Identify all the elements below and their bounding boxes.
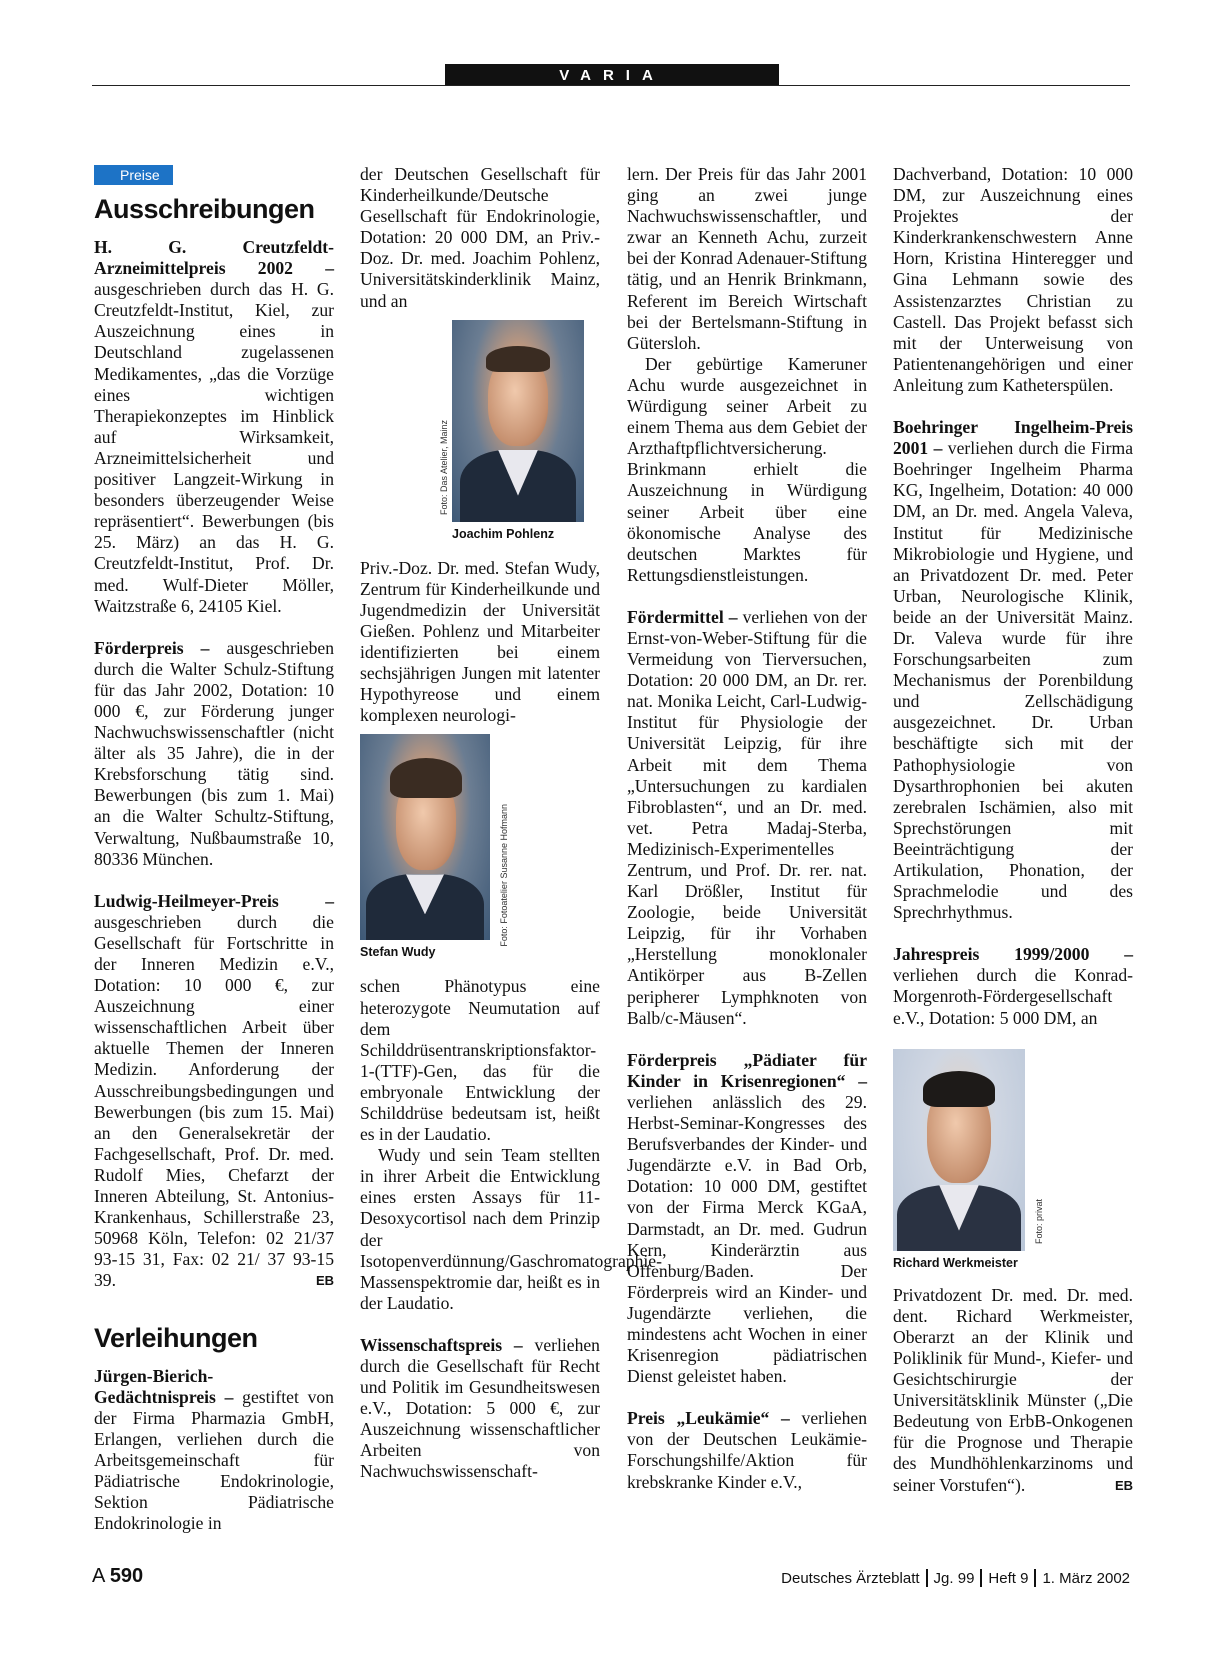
separator	[980, 1569, 982, 1587]
paragraph: Dachverband, Dotation: 10 000 DM, zur Auszeichnung eines Projektes der Kinderkrankenschwestern Anne Horn, Kristina Hinteregger und Gina Lehmann sowie des Assistenzarztes Christian zu Castell. Das Projekt befasst sich mit der Unterweisung von Patientenangehörigen und einer Anleitung zum Katheterspülen.	[893, 164, 1133, 395]
column-4	[893, 164, 1133, 1496]
photo-block-pohlenz	[439, 320, 584, 542]
category-tag: Preise	[94, 165, 173, 185]
paragraph: Fördermittel – verliehen von der Ernst-von-Weber-Stiftung für die Vermeidung von Tierversuchen, Dotation: 20 000 DM, an Dr. rer. nat. Monika Leicht, Carl-Ludwig-Institut für Physiologie der Universität Leipzig, für ihre Arbeit mit dem Thema „Untersuchungen zu kardialen Fibroblasten“, und an Dr. med. vet. Petra Madaj-Sterba, Medizinisch-Experimentelles Zentrum, und Prof. Dr. rer. nat. Karl Drößler, Institut für Zoologie, beide Universität Leipzig, für ihr Vorhaben „Herstellung monoklonaler Antikörper aus B-Zellen peripherer Lymphknoten von Balb/c-Mäusen“.	[627, 606, 867, 1028]
photo-block-werkmeister	[893, 1049, 1044, 1271]
portrait-photo	[452, 320, 584, 522]
paragraph: lern. Der Preis für das Jahr 2001 ging an zwei junge Nachwuchswissenschaftler, und zwar an Kenneth Achu, zurzeit bei der Konrad Adenauer-Stiftung tätig, und an Henrik Brinkmann, Referent im Bereich Wirtschaft bei der Bertelsmann-Stiftung in Gütersloh.	[627, 164, 867, 353]
journal-name: Deutsches Ärzteblatt	[781, 1569, 920, 1587]
paragraph: schen Phänotypus eine heterozygote Neumutation auf dem Schilddrüsentranskriptionsfaktor-1-(TTF)-Gen, das für die embryonale Entwicklung der Schilddrüse bedeutsam ist, heißt es in der Laudatio.	[360, 976, 600, 1145]
journal-volume: Jg. 99	[933, 1569, 975, 1587]
page-number: A 590	[92, 1565, 144, 1587]
section-header: VARIA	[445, 64, 779, 86]
photo-block-wudy	[360, 734, 509, 960]
journal-issue: Heft 9	[988, 1569, 1029, 1587]
paragraph: Priv.-Doz. Dr. med. Stefan Wudy, Zentrum für Kinderheilkunde und Jugendmedizin der Universität Gießen. Pohlenz und Mitarbeiter identifizierten bei einem sechsjährigen Jungen mit latenter Hypothyreose und einem komplexen neurologi-	[360, 557, 600, 726]
section-title-ausschreibungen: Ausschreibungen	[94, 194, 315, 224]
section-title-verleihungen: Verleihungen	[94, 1322, 258, 1353]
paragraph: Jürgen-Bierich-Gedächtnispreis – gestiftet von der Firma Pharmazia GmbH, Erlangen, verliehen durch die Arbeitsgemeinschaft für Pädiatrische Endokrinologie, Sektion Pädiatrische Endokrinologie in	[94, 1365, 334, 1534]
author-signature: EB	[315, 1273, 334, 1289]
paragraph: Wissenschaftspreis – verliehen durch die Gesellschaft für Recht und Politik im Gesundheitswesen e.V., Dotation: 5 000 €, zur Auszeichnung wissenschaftlicher Arbeiten von Nachwuchswissenschaft-	[360, 1334, 600, 1482]
column-1	[94, 164, 334, 1534]
paragraph: Der gebürtige Kameruner Achu wurde ausgezeichnet in Würdigung seiner Arbeit zu einem Thema aus dem Gebiet der Arzthaftpflichtversicherung. Brinkmann erhielt die Auszeichnung in Würdigung seiner Arbeit über eine ökonomische Analyse des deutschen Marktes für Rettungsdienstleistungen.	[627, 353, 867, 585]
column-2	[360, 164, 662, 1483]
paragraph: Förderpreis „Pädiater für Kinder in Krisenregionen“ – verliehen anlässlich des 29. Herbst-Seminar-Kongresses des Berufsverbandes der Kinder- und Jugendärzte e.V. in Bad Orb, Dotation: 10 000 DM, gestiftet von der Firma Merck KGaA, Darmstadt, an Dr. med. Gudrun Kern, Kinderärztin aus Offenburg/Baden. Der Förderpreis wird an Kinder- und Jugendärzte verliehen, die mindestens acht Wochen in einer Krisenregion pädiatrischen Dienst geleistet haben.	[627, 1049, 867, 1387]
photo-credit: Foto: Das Atelier, Mainz	[439, 419, 449, 515]
paragraph: Boehringer Ingelheim-Preis 2001 – verliehen durch die Firma Boehringer Ingelheim Pharma KG, Ingelheim, Dotation: 40 000 DM, an Dr. med. Angela Valeva, Institut für Medizinische Mikrobiologie und Hygiene, und an Privatdozent Dr. med. Peter Urban, Neurologische Klinik, beide an der Universität Mainz. Dr. Valeva wurde für ihre Forschungsarbeiten zum Mechanismus der Porenbildung und Zellschädigung ausgezeichnet. Dr. Urban beschäftigte sich mit der Pathophysiologie von Dysarthrophonien bei akuten zerebralen Ischämien, also mit Sprechstörungen mit Beeinträchtigung der Artikulation, Phonation, der Sprachmelodie und des Sprechrhythmus.	[893, 417, 1134, 923]
photo-caption: Stefan Wudy	[360, 945, 436, 960]
journal-date: 1. März 2002	[1042, 1569, 1130, 1587]
column-3	[627, 164, 867, 1493]
paragraph: Ludwig-Heilmeyer-Preis – ausgeschrieben durch die Gesellschaft für Fortschritte in der Inneren Medizin e.V., Dotation: 10 000 €, zur Auszeichnung einer wissenschaftlichen Arbeit über aktuelle Themen der Inneren Medizin. Anforderung der Ausschreibungsbedingungen und Bewerbungen (bis zum 15. Mai) an den Generalsekretär der Fachgesellschaft, Prof. Dr. med. Rudolf Mies, Chefarzt der Inneren Abteilung, St. Antonius-Krankenhaus, Schillerstraße 23, 50968 Köln, Telefon: 02 21/37 93-15 31, Fax: 02 21/ 37 93-15 39. EB	[94, 890, 334, 1291]
portrait-photo	[893, 1049, 1025, 1251]
separator	[926, 1569, 928, 1587]
photo-credit: Foto: Fotoatelier Susanne Hofmann	[499, 804, 509, 947]
photo-caption: Joachim Pohlenz	[452, 526, 555, 541]
header-rule	[92, 85, 1130, 86]
paragraph: Privatdozent Dr. med. Dr. med. dent. Richard Werkmeister, Oberarzt an der Klinik und Poliklinik für Mund-, Kiefer- und Gesichtschirurgie der Universitätsklinik Münster („Die Bedeutung von ErbB-Onkogenen für die Prognose und Therapie des Mundhöhlenkarzinoms und seiner Vorstufen“). EB	[893, 1284, 1133, 1495]
portrait-photo	[360, 734, 490, 940]
separator	[1034, 1569, 1036, 1587]
paragraph: Förderpreis – ausgeschrieben durch die Walter Schulz-Stiftung für das Jahr 2002, Dotation: 10 000 €, zur Förderung junger Nachwuchswissenschaftler (nicht älter als 35 Jahre), die in der Krebsforschung tätig sind. Bewerbungen (bis zum 1. Mai) an die Walter Schultz-Stiftung, Verwaltung, Nußbaumstraße 10, 80336 München.	[94, 637, 334, 869]
paragraph: der Deutschen Gesellschaft für Kinderheilkunde/Deutsche Gesellschaft für Endokrinologie, Dotation: 20 000 DM, an Priv.-Doz. Dr. med. Joachim Pohlenz, Universitätskinderklinik Mainz, und an	[360, 164, 600, 311]
paragraph: H. G. Creutzfeldt-Arzneimittelpreis 2002 – ausgeschrieben durch das H. G. Creutzfeldt-Institut, Kiel, zur Auszeichnung eines in Deutschland zugelassenen Medikamentes, „das die Vorzüge eines wichtigen Therapiekonzeptes im Hinblick auf Wirksamkeit, Arzneimittelsicherheit und positiver Langzeit-Wirkung in besonders überzeugender Weise repräsentiert“. Bewerbungen (bis 25. März) an das H. G. Creutzfeldt-Institut, Prof. Dr. med. Wulf-Dieter Möller, Waitzstraße 6, 24105 Kiel.	[94, 237, 334, 616]
author-signature: EB	[1114, 1477, 1133, 1493]
paragraph: Preis „Leukämie“ – verliehen von der Deutschen Leukämie-Forschungshilfe/Aktion für krebskranke Kinder e.V.,	[627, 1408, 867, 1492]
journal-info	[781, 1569, 1130, 1587]
photo-credit: Foto: privat	[1034, 1198, 1044, 1244]
paragraph: Jahrespreis 1999/2000 – verliehen durch die Konrad-Morgenroth-Fördergesellschaft e.V., Dotation: 5 000 DM, an	[893, 944, 1133, 1028]
photo-caption: Richard Werkmeister	[893, 1255, 1018, 1270]
paragraph: Wudy und sein Team stellten in ihrer Arbeit die Entwicklung eines ersten Assays für 11-Desoxycortisol nach dem Prinzip der Isotopenverdünnung/Gaschromatographie-Massenspektromie dar, heißt es in der Laudatio.	[360, 1145, 662, 1313]
